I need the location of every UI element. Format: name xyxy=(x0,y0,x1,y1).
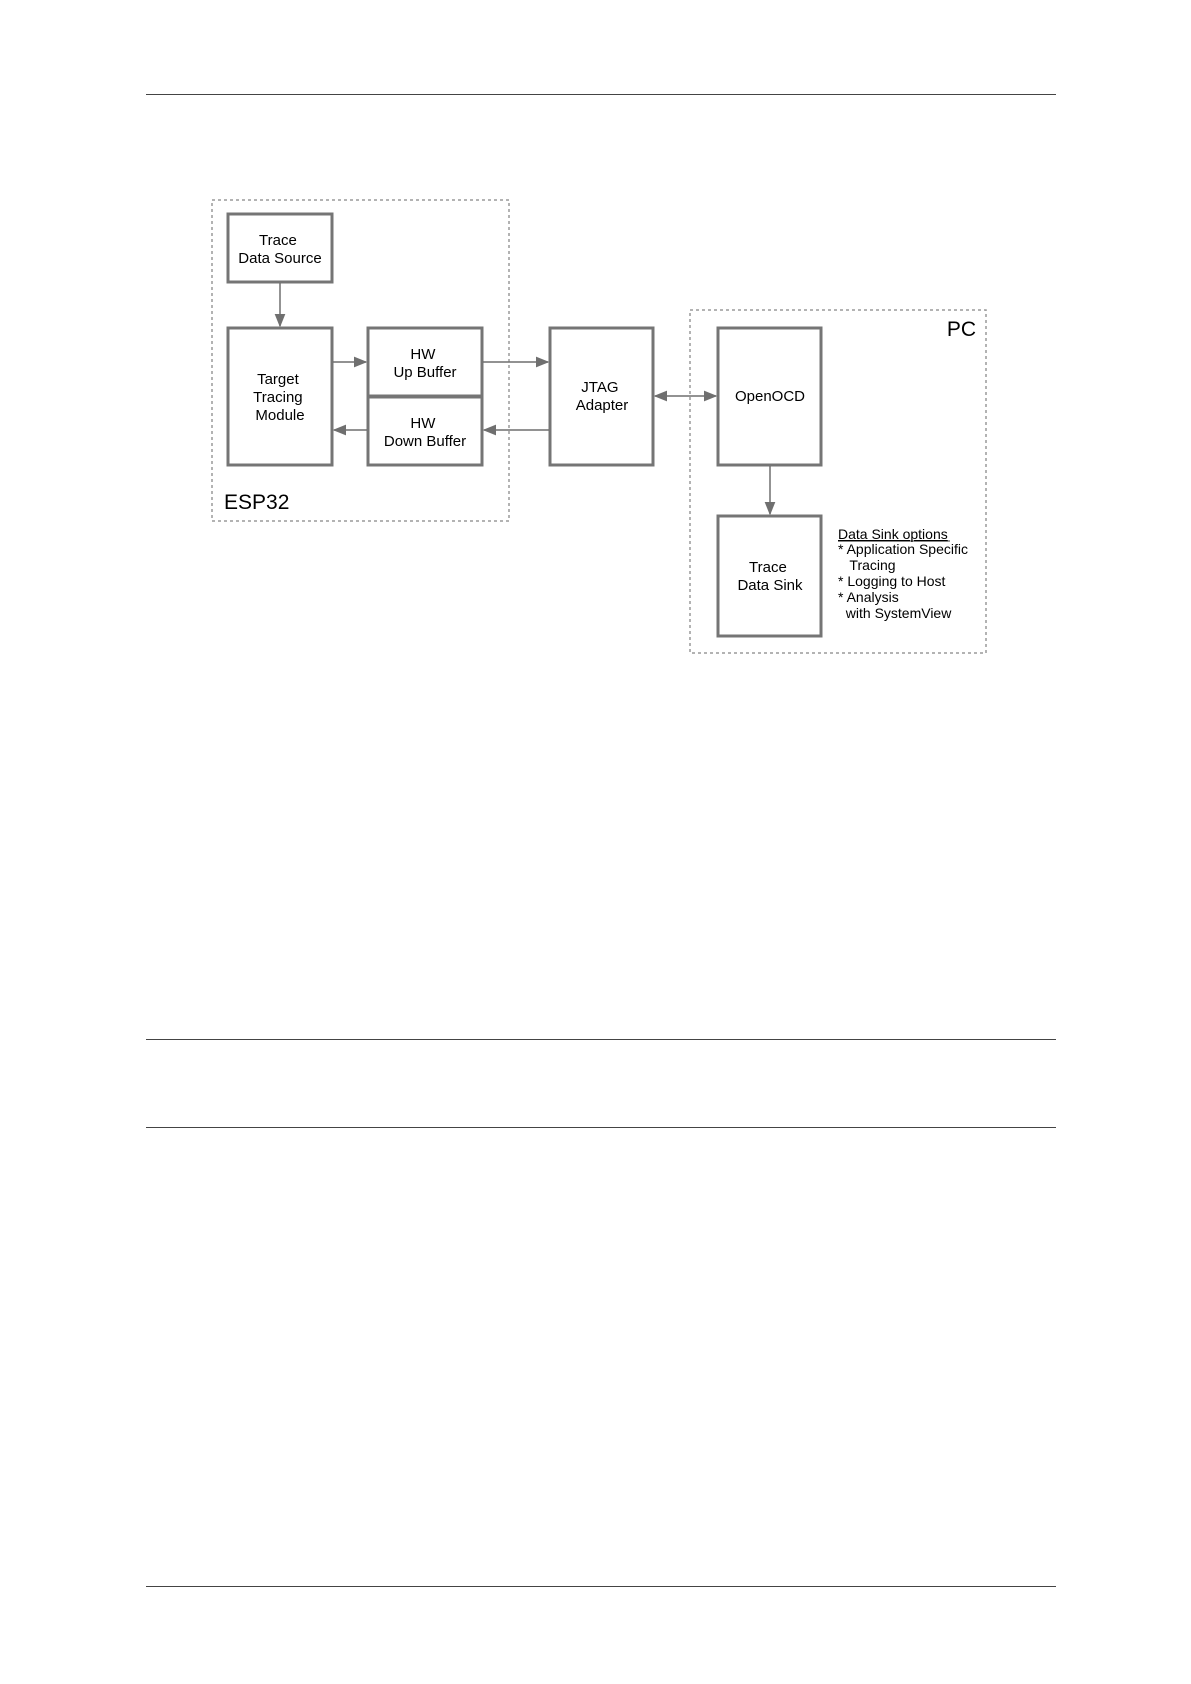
label-line: Module xyxy=(255,407,305,424)
label-line: JTAG xyxy=(581,379,619,396)
label-line: HW xyxy=(410,346,436,363)
label-line: Trace xyxy=(749,559,787,576)
label-line: Target xyxy=(257,371,299,388)
label-line: Down Buffer xyxy=(383,433,467,450)
pc-region-label: PC xyxy=(946,318,976,341)
section-rule-bottom xyxy=(146,1127,1056,1128)
sink-option-line: Tracing xyxy=(838,557,896,573)
openocd-label xyxy=(735,388,805,405)
label-line: Up Buffer xyxy=(393,364,457,381)
label-line: Trace xyxy=(259,232,297,249)
label-line: Adapter xyxy=(575,397,629,414)
jtag-adapter-label xyxy=(576,379,629,414)
label-line: Tracing xyxy=(253,389,303,406)
sink-option-line: * Application Specific xyxy=(838,541,968,557)
label-line: HW xyxy=(410,415,436,432)
trace-architecture-diagram xyxy=(0,0,1191,700)
esp32-region-label: ESP32 xyxy=(224,491,290,514)
sink-option-line: with SystemView xyxy=(838,605,952,621)
label-line: OpenOCD xyxy=(734,388,806,405)
label-line: Data Source xyxy=(238,250,322,267)
section-rule-top xyxy=(146,1039,1056,1040)
trace-data-sink-box xyxy=(718,516,821,636)
sink-options-title: Data Sink options xyxy=(838,526,948,542)
sink-option-line: * Analysis xyxy=(838,589,899,605)
footer-rule xyxy=(146,1586,1056,1587)
sink-option-line: * Logging to Host xyxy=(838,573,946,589)
target-tracing-module-label xyxy=(253,371,307,424)
label-line: Data Sink xyxy=(737,577,803,594)
